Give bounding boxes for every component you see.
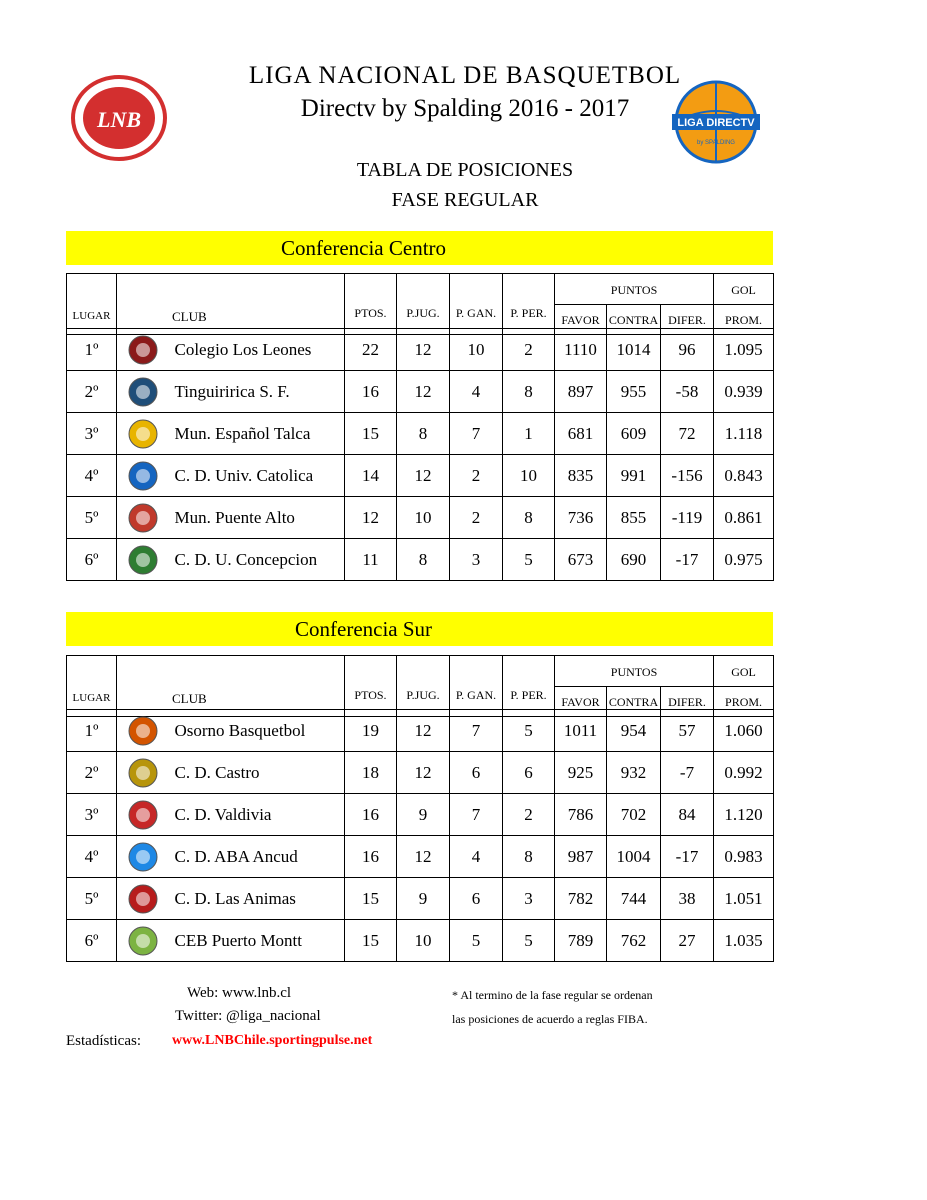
stats-label: Estadísticas: [66, 1033, 141, 1049]
table-row [67, 497, 774, 539]
games-won-cell: 6 [450, 878, 503, 920]
club-name-cell: Osorno Basquetbol [169, 710, 345, 752]
points-against-cell: 1014 [607, 329, 661, 371]
points-for-cell: 786 [555, 794, 607, 836]
points-cell: 14 [345, 455, 397, 497]
games-lost-cell: 10 [503, 455, 555, 497]
club-logo-cell [117, 497, 169, 539]
col-header-gol: GOL [714, 274, 774, 305]
points-diff-cell: 57 [661, 710, 714, 752]
club-logo-icon [126, 714, 160, 748]
club-logo-icon [126, 924, 160, 958]
club-logo-cell [117, 539, 169, 581]
goal-average-cell: 0.861 [714, 497, 774, 539]
col-header-lugar: LUGAR [67, 274, 117, 335]
position-cell: 5º [67, 497, 117, 539]
table-row [67, 413, 774, 455]
table-row [67, 710, 774, 752]
twitter-handle[interactable]: Twitter: @liga_nacional [175, 1008, 321, 1024]
points-diff-cell: 72 [661, 413, 714, 455]
games-lost-cell: 8 [503, 836, 555, 878]
col-header-pgan: P. GAN. [450, 274, 503, 335]
club-logo-icon [126, 375, 160, 409]
standings-table-centro [66, 328, 774, 581]
points-diff-cell: -156 [661, 455, 714, 497]
standings-table-sur [66, 709, 774, 962]
games-lost-cell: 1 [503, 413, 555, 455]
table-row [67, 920, 774, 962]
games-won-cell: 3 [450, 539, 503, 581]
goal-average-cell: 0.843 [714, 455, 774, 497]
points-diff-cell: 84 [661, 794, 714, 836]
points-for-cell: 681 [555, 413, 607, 455]
table-row [67, 329, 774, 371]
standings-header-sur [66, 655, 774, 717]
position-cell: 4º [67, 455, 117, 497]
points-for-cell: 673 [555, 539, 607, 581]
points-against-cell: 954 [607, 710, 661, 752]
spalding-logo-text: by SPALDING [697, 140, 735, 146]
games-played-cell: 12 [397, 836, 450, 878]
club-name-cell: C. D. ABA Ancud [169, 836, 345, 878]
club-logo-icon [126, 501, 160, 535]
position-cell: 3º [67, 794, 117, 836]
table-row [67, 878, 774, 920]
games-played-cell: 12 [397, 752, 450, 794]
club-logo-icon [126, 756, 160, 790]
footnote-line-1: * Al termino de la fase regular se ordenan [452, 988, 653, 1002]
points-for-cell: 987 [555, 836, 607, 878]
table-row [67, 371, 774, 413]
points-diff-cell: -119 [661, 497, 714, 539]
points-cell: 15 [345, 413, 397, 455]
conference-title: Conferencia Sur [295, 617, 433, 641]
club-logo-cell [117, 710, 169, 752]
col-header-difer: DIFER. [661, 304, 714, 335]
games-won-cell: 4 [450, 836, 503, 878]
col-header-ptos: PTOS. [345, 274, 397, 335]
club-name-cell: C. D. Valdivia [169, 794, 345, 836]
club-logo-icon [126, 882, 160, 916]
liga-directv-logo [668, 80, 764, 164]
club-name-cell: Colegio Los Leones [169, 329, 345, 371]
table-row [67, 752, 774, 794]
club-logo-cell [117, 794, 169, 836]
club-name-cell: C. D. Univ. Catolica [169, 455, 345, 497]
points-for-cell: 897 [555, 371, 607, 413]
club-logo-cell [117, 920, 169, 962]
stats-link[interactable]: www.LNBChile.sportingpulse.net [172, 1033, 373, 1048]
phase-title: FASE REGULAR [391, 189, 539, 211]
points-for-cell: 736 [555, 497, 607, 539]
games-lost-cell: 5 [503, 710, 555, 752]
games-won-cell: 2 [450, 455, 503, 497]
goal-average-cell: 1.051 [714, 878, 774, 920]
points-cell: 12 [345, 497, 397, 539]
conference-bar-sur [66, 612, 773, 646]
col-header-favor: FAVOR [555, 304, 607, 335]
col-header-puntos: PUNTOS [555, 656, 714, 687]
points-for-cell: 1110 [555, 329, 607, 371]
points-cell: 15 [345, 920, 397, 962]
position-cell: 6º [67, 920, 117, 962]
games-lost-cell: 2 [503, 794, 555, 836]
club-logo-cell [117, 371, 169, 413]
page-subtitle: Directv by Spalding 2016 - 2017 [300, 95, 630, 122]
col-header-favor: FAVOR [555, 686, 607, 717]
position-cell: 5º [67, 878, 117, 920]
col-header-gol: GOL [714, 656, 774, 687]
points-against-cell: 955 [607, 371, 661, 413]
games-played-cell: 12 [397, 329, 450, 371]
games-lost-cell: 8 [503, 371, 555, 413]
goal-average-cell: 0.975 [714, 539, 774, 581]
position-cell: 1º [67, 710, 117, 752]
club-name-cell: C. D. Las Animas [169, 878, 345, 920]
club-name-cell: C. D. Castro [169, 752, 345, 794]
position-cell: 2º [67, 752, 117, 794]
col-header-pjug: P.JUG. [397, 656, 450, 717]
points-cell: 22 [345, 329, 397, 371]
points-cell: 16 [345, 794, 397, 836]
points-against-cell: 609 [607, 413, 661, 455]
club-name-cell: Mun. Puente Alto [169, 497, 345, 539]
games-won-cell: 7 [450, 794, 503, 836]
club-logo-cell [117, 455, 169, 497]
games-lost-cell: 5 [503, 539, 555, 581]
games-played-cell: 9 [397, 878, 450, 920]
points-diff-cell: -17 [661, 539, 714, 581]
club-logo-icon [126, 333, 160, 367]
games-won-cell: 2 [450, 497, 503, 539]
col-header-lugar: LUGAR [67, 656, 117, 717]
games-won-cell: 10 [450, 329, 503, 371]
col-header-pjug: P.JUG. [397, 274, 450, 335]
points-for-cell: 835 [555, 455, 607, 497]
standings-header-centro [66, 273, 774, 335]
games-won-cell: 7 [450, 413, 503, 455]
club-logo-cell [117, 752, 169, 794]
games-won-cell: 4 [450, 371, 503, 413]
club-logo-cell [117, 836, 169, 878]
games-played-cell: 12 [397, 455, 450, 497]
club-logo-icon [126, 798, 160, 832]
club-logo-cell [117, 413, 169, 455]
points-diff-cell: 96 [661, 329, 714, 371]
club-logo-icon [126, 417, 160, 451]
liga-directv-logo-text: LIGA DIRECTV [677, 117, 755, 129]
club-name-cell: C. D. U. Concepcion [169, 539, 345, 581]
club-logo-cell [117, 329, 169, 371]
points-against-cell: 744 [607, 878, 661, 920]
position-cell: 4º [67, 836, 117, 878]
lnb-logo [70, 75, 168, 161]
points-cell: 16 [345, 836, 397, 878]
goal-average-cell: 1.035 [714, 920, 774, 962]
games-played-cell: 9 [397, 794, 450, 836]
games-won-cell: 6 [450, 752, 503, 794]
col-header-prom: PROM. [714, 686, 774, 717]
games-played-cell: 10 [397, 920, 450, 962]
position-cell: 2º [67, 371, 117, 413]
goal-average-cell: 1.118 [714, 413, 774, 455]
points-cell: 19 [345, 710, 397, 752]
goal-average-cell: 0.992 [714, 752, 774, 794]
lnb-logo-text: LNB [97, 107, 141, 132]
club-logo-icon [126, 459, 160, 493]
points-against-cell: 991 [607, 455, 661, 497]
games-played-cell: 8 [397, 413, 450, 455]
games-lost-cell: 5 [503, 920, 555, 962]
games-played-cell: 10 [397, 497, 450, 539]
points-diff-cell: -58 [661, 371, 714, 413]
goal-average-cell: 0.939 [714, 371, 774, 413]
games-lost-cell: 2 [503, 329, 555, 371]
col-header-pper: P. PER. [503, 274, 555, 335]
goal-average-cell: 0.983 [714, 836, 774, 878]
page-title: LIGA NACIONAL DE BASQUETBOL [248, 62, 682, 89]
points-against-cell: 855 [607, 497, 661, 539]
goal-average-cell: 1.095 [714, 329, 774, 371]
col-header-club: CLUB [117, 274, 345, 335]
table-title: TABLA DE POSICIONES [356, 159, 574, 181]
website-link[interactable]: Web: www.lnb.cl [187, 985, 292, 1001]
points-cell: 16 [345, 371, 397, 413]
points-against-cell: 932 [607, 752, 661, 794]
points-for-cell: 789 [555, 920, 607, 962]
club-logo-cell [117, 878, 169, 920]
points-against-cell: 762 [607, 920, 661, 962]
position-cell: 6º [67, 539, 117, 581]
points-diff-cell: 38 [661, 878, 714, 920]
col-header-club: CLUB [117, 656, 345, 717]
conference-bar-centro [66, 231, 773, 265]
points-against-cell: 1004 [607, 836, 661, 878]
col-header-pgan: P. GAN. [450, 656, 503, 717]
club-name-cell: CEB Puerto Montt [169, 920, 345, 962]
goal-average-cell: 1.060 [714, 710, 774, 752]
table-row [67, 539, 774, 581]
club-name-cell: Mun. Español Talca [169, 413, 345, 455]
games-played-cell: 12 [397, 710, 450, 752]
points-for-cell: 782 [555, 878, 607, 920]
col-header-puntos: PUNTOS [555, 274, 714, 305]
points-for-cell: 925 [555, 752, 607, 794]
games-played-cell: 8 [397, 539, 450, 581]
col-header-difer: DIFER. [661, 686, 714, 717]
table-row [67, 455, 774, 497]
points-cell: 11 [345, 539, 397, 581]
col-header-contra: CONTRA [607, 304, 661, 335]
position-cell: 3º [67, 413, 117, 455]
games-lost-cell: 6 [503, 752, 555, 794]
points-for-cell: 1011 [555, 710, 607, 752]
points-diff-cell: -7 [661, 752, 714, 794]
games-lost-cell: 3 [503, 878, 555, 920]
conference-title: Conferencia Centro [281, 236, 447, 260]
col-header-ptos: PTOS. [345, 656, 397, 717]
col-header-pper: P. PER. [503, 656, 555, 717]
games-lost-cell: 8 [503, 497, 555, 539]
position-cell: 1º [67, 329, 117, 371]
club-logo-icon [126, 840, 160, 874]
points-diff-cell: 27 [661, 920, 714, 962]
table-row [67, 836, 774, 878]
points-against-cell: 702 [607, 794, 661, 836]
col-header-prom: PROM. [714, 304, 774, 335]
games-won-cell: 7 [450, 710, 503, 752]
points-cell: 18 [345, 752, 397, 794]
points-cell: 15 [345, 878, 397, 920]
col-header-contra: CONTRA [607, 686, 661, 717]
points-diff-cell: -17 [661, 836, 714, 878]
footnote-line-2: las posiciones de acuerdo a reglas FIBA. [452, 1012, 648, 1026]
goal-average-cell: 1.120 [714, 794, 774, 836]
games-won-cell: 5 [450, 920, 503, 962]
club-name-cell: Tinguiririca S. F. [169, 371, 345, 413]
club-logo-icon [126, 543, 160, 577]
table-row [67, 794, 774, 836]
points-against-cell: 690 [607, 539, 661, 581]
games-played-cell: 12 [397, 371, 450, 413]
